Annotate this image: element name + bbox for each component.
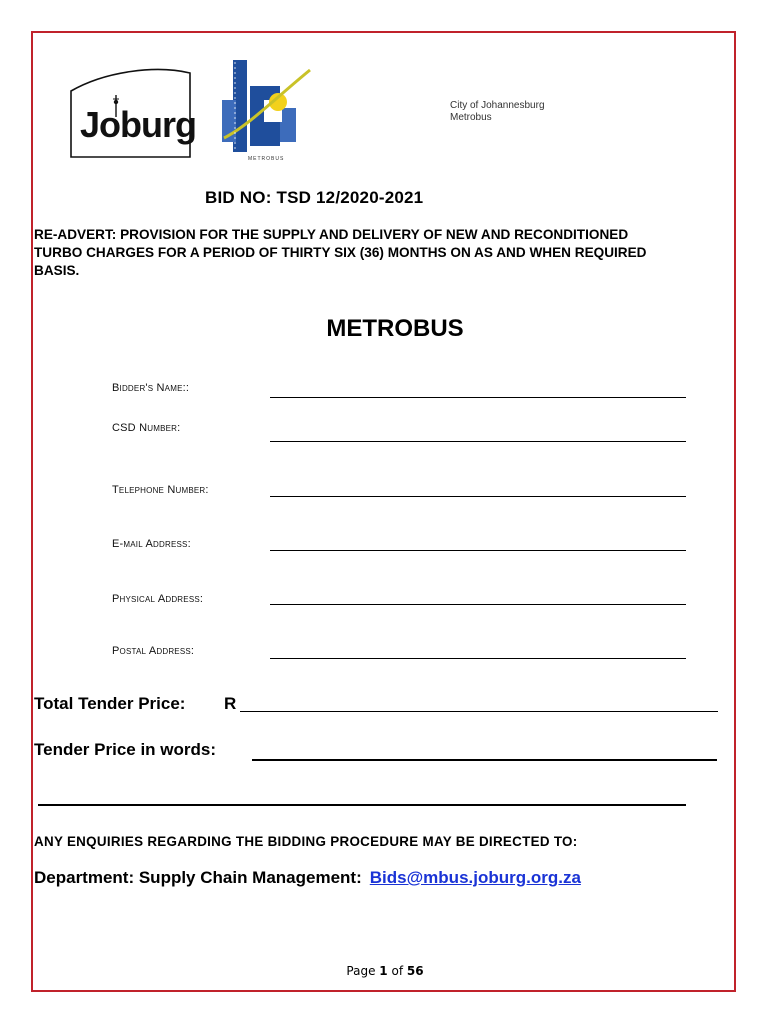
joburg-logo-graphic <box>66 67 196 162</box>
page-word: Page <box>346 964 376 978</box>
metrobus-logo-text: METROBUS <box>248 156 285 162</box>
total-tender-price-currency: R <box>224 694 237 713</box>
tender-price-words-label: Tender Price in words: <box>34 740 217 759</box>
metrobus-heading: METROBUS <box>326 315 464 342</box>
readvert-line-2: TURBO CHARGES FOR A PERIOD OF THIRTY SIX (36) MONTHS ON AS AND WHEN REQUIRED <box>34 245 647 260</box>
bidders-name-field[interactable] <box>270 397 686 398</box>
joburg-logo <box>66 67 196 162</box>
metrobus-logo-graphic <box>218 56 314 166</box>
total-tender-price-label: Total Tender Price: <box>34 694 186 713</box>
postal-address-label: Postal Address: <box>112 645 195 657</box>
readvert-line-3: BASIS. <box>34 263 80 278</box>
total-tender-price-field[interactable] <box>240 711 718 712</box>
csd-number-field[interactable] <box>270 441 686 442</box>
city-header <box>450 100 545 124</box>
department-email-link[interactable]: Bids@mbus.joburg.org.za <box>369 868 581 887</box>
tender-price-words-field[interactable] <box>252 759 717 761</box>
csd-number-label: CSD Number: <box>112 422 181 434</box>
email-address-field[interactable] <box>270 550 686 551</box>
physical-address-field[interactable] <box>270 604 686 605</box>
page-footer <box>0 964 770 978</box>
city-department: Metrobus <box>450 112 492 123</box>
physical-address-label: Physical Address: <box>112 593 204 605</box>
city-name: City of Johannesburg <box>450 100 545 111</box>
email-address-label: E-mail Address: <box>112 538 191 550</box>
department-label: Department: Supply Chain Management: <box>34 868 362 887</box>
enquiries-notice: ANY ENQUIRIES REGARDING THE BIDDING PROCEDURE MAY BE DIRECTED TO: <box>34 834 578 849</box>
total-pages: 56 <box>406 964 424 978</box>
readvert-title <box>34 226 740 280</box>
telephone-number-label: Telephone Number: <box>112 484 209 496</box>
metrobus-logo <box>218 56 314 166</box>
department-contact <box>34 868 581 888</box>
bidders-name-label: Bidder's Name:: <box>112 382 190 394</box>
joburg-logo-text: Joburg <box>80 104 196 145</box>
readvert-line-1: RE-ADVERT: PROVISION FOR THE SUPPLY AND DELIVERY OF NEW AND RECONDITIONED <box>34 227 629 242</box>
tender-price-words-field-continued[interactable] <box>38 804 686 806</box>
postal-address-field[interactable] <box>270 658 686 659</box>
of-word: of <box>391 964 404 978</box>
bid-number: BID NO: TSD 12/2020-2021 <box>205 188 424 207</box>
telephone-number-field[interactable] <box>270 496 686 497</box>
page-number: 1 <box>379 964 388 978</box>
